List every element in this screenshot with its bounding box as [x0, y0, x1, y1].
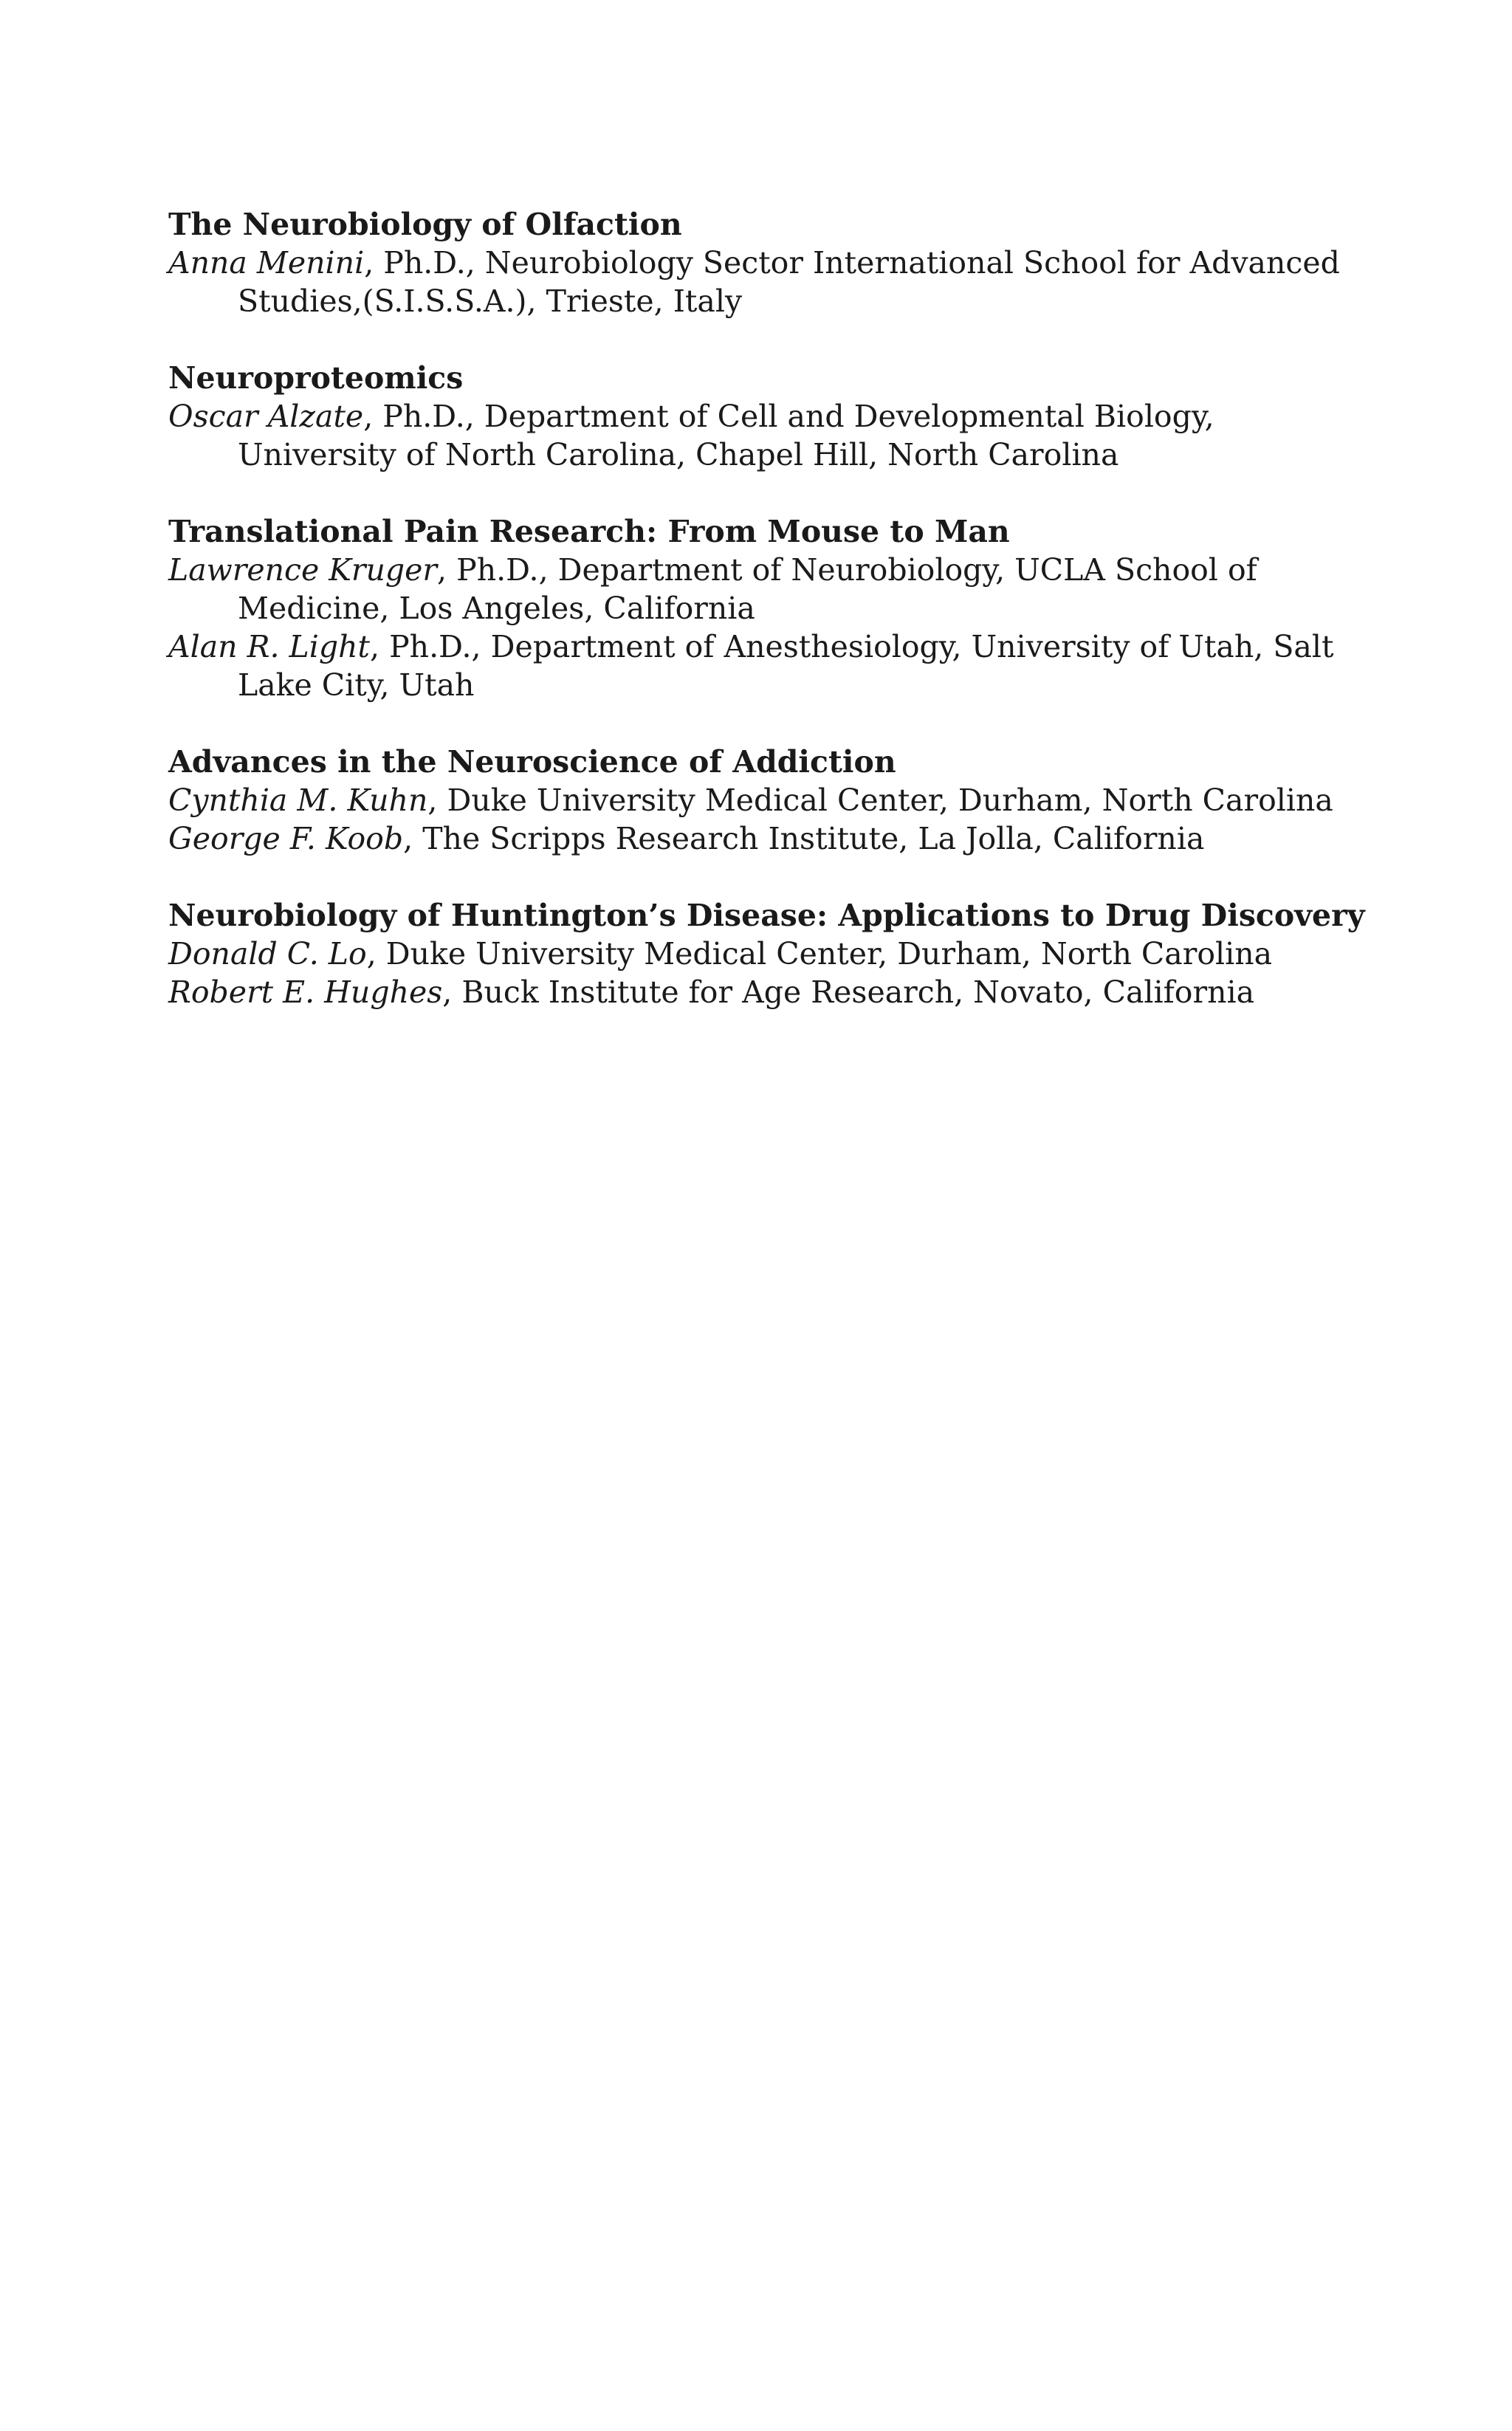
contributor [168, 397, 1379, 474]
series-entry [168, 896, 1379, 1011]
series-title: Neurobiology of Huntington’s Disease: Applications to Drug Discovery [168, 898, 1365, 933]
series-title: The Neurobiology of Olfaction [168, 207, 682, 242]
contributor [168, 935, 1379, 973]
contributor-name: Lawrence Kruger [168, 552, 438, 588]
series-list [168, 205, 1379, 1050]
contributor [168, 551, 1379, 627]
series-title: Neuroproteomics [168, 360, 464, 396]
series-title: Translational Pain Research: From Mouse to Man [168, 514, 1010, 549]
contributor [168, 973, 1379, 1011]
series-title: Advances in the Neuroscience of Addiction [168, 744, 896, 780]
contributor-name: Cynthia M. Kuhn [168, 783, 428, 818]
contributor [168, 627, 1379, 704]
contributor-name: Donald C. Lo [168, 936, 367, 972]
series-entry [168, 205, 1379, 320]
contributor-affiliation: , The Scripps Research Institute, La Jolla, California [403, 821, 1205, 856]
contributor-affiliation: , Ph.D., Department of Neurobiology, UCLA School of Medicine, Los Angeles, California [238, 552, 1257, 626]
series-entry [168, 743, 1379, 858]
contributor-name: Oscar Alzate [168, 399, 364, 434]
contributor-affiliation: , Ph.D., Department of Cell and Developmental Biology, University of North Carolina, Chapel Hill, North Carolina [238, 399, 1214, 472]
series-entry [168, 512, 1379, 704]
contributor-affiliation: , Ph.D., Neurobiology Sector International School for Advanced Studies,(S.I.S.S.A.), Trieste, Italy [238, 245, 1340, 319]
contributor [168, 781, 1379, 819]
series-entry [168, 359, 1379, 474]
contributor-name: George F. Koob [168, 821, 404, 856]
contributor [168, 819, 1379, 858]
contributor-affiliation: , Duke University Medical Center, Durham, North Carolina [366, 936, 1273, 972]
contributor-affiliation: , Duke University Medical Center, Durham, North Carolina [427, 783, 1333, 818]
contributor-affiliation: , Buck Institute for Age Research, Novato, California [442, 974, 1255, 1010]
contributor-name: Robert E. Hughes [168, 974, 443, 1010]
contributor-name: Anna Menini [168, 245, 365, 281]
contributor-name: Alan R. Light [168, 629, 371, 664]
contributor-affiliation: , Ph.D., Department of Anesthesiology, University of Utah, Salt Lake City, Utah [238, 629, 1334, 703]
contributor [168, 244, 1379, 320]
